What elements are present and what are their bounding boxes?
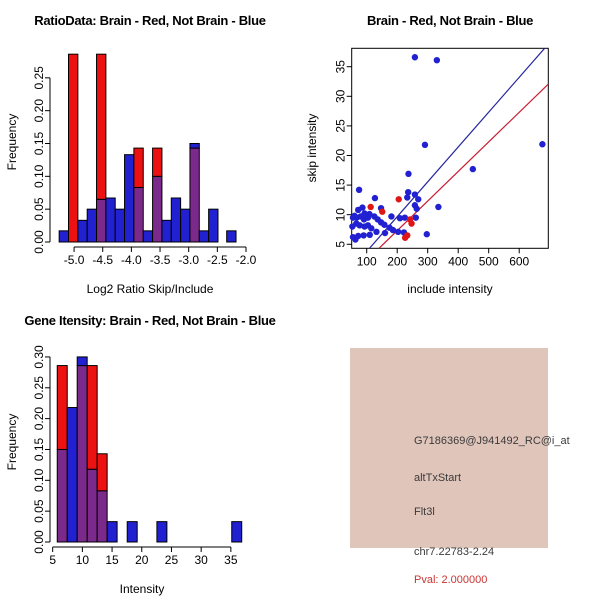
ratio-y-axis-label: Frequency	[5, 113, 19, 171]
x-tick-label: 600	[509, 254, 530, 269]
ratio-histogram-plot	[0, 0, 300, 300]
hist-bar	[97, 199, 106, 242]
hist-bar	[153, 176, 162, 242]
gene-intensity-histogram-plot	[0, 300, 300, 600]
hist-bar	[127, 522, 137, 542]
data-point-not-brain	[405, 171, 411, 177]
hist-bar	[181, 209, 190, 242]
trend-lines	[370, 46, 549, 248]
data-point-not-brain	[352, 236, 358, 242]
x-tick-label: 5	[49, 553, 57, 567]
x-tick-label: 25	[164, 553, 179, 567]
y-tick-label: 0.10	[32, 164, 46, 189]
x-tick-label: -2.5	[207, 253, 228, 267]
y-tick-label: 0.25	[32, 66, 46, 90]
data-point-brain	[408, 220, 414, 226]
x-tick-label: 35	[224, 553, 238, 567]
data-point-not-brain	[404, 194, 410, 200]
hist-bar	[227, 231, 236, 242]
data-point-not-brain	[373, 229, 379, 235]
hist-bar	[232, 522, 242, 542]
data-point-not-brain	[539, 141, 545, 147]
data-point-not-brain	[470, 166, 476, 172]
hist-bar	[209, 209, 218, 242]
x-tick-label: 500	[478, 254, 499, 269]
y-tick-label: 10	[333, 208, 348, 222]
data-point-not-brain	[395, 229, 401, 235]
hist-bar	[115, 209, 124, 242]
scatter-title: Brain - Red, Not Brain - Blue	[366, 13, 534, 28]
intensity-scatter-plot	[300, 0, 600, 300]
ratio-x-axis-label: Log2 Ratio Skip/Include	[86, 282, 214, 296]
y-tick-label: 35	[333, 60, 348, 74]
y-tick-label: 0.25	[32, 376, 46, 400]
hist-bar	[171, 198, 180, 242]
data-point-not-brain	[361, 216, 367, 222]
x-tick-label: -4.0	[121, 253, 142, 267]
hist-bar	[87, 366, 97, 470]
hist-bar	[87, 209, 96, 242]
location-text: chr7.22783-2.24	[414, 546, 495, 558]
data-point-not-brain	[405, 189, 411, 195]
hist-bar	[125, 155, 134, 242]
gene-info-card	[350, 348, 570, 586]
hist-bar	[106, 198, 115, 242]
y-tick-label: 0.00	[32, 530, 46, 554]
data-point-not-brain	[414, 206, 420, 212]
panel-gene-info	[300, 300, 600, 600]
hist-bar	[107, 522, 117, 542]
hist-bar	[134, 148, 143, 187]
hist-bar	[97, 491, 107, 542]
data-point-brain	[367, 204, 373, 210]
data-point-not-brain	[360, 232, 366, 238]
hist-bar	[190, 144, 199, 149]
data-point-not-brain	[422, 142, 428, 148]
y-tick-label: 0.05	[32, 499, 46, 523]
hist-bar	[143, 231, 152, 242]
panel-ratio-histogram	[0, 0, 300, 300]
x-tick-label: 10	[75, 553, 90, 567]
x-tick-label: 200	[387, 254, 408, 269]
hist-bar	[77, 366, 87, 542]
x-tick-label: 300	[417, 254, 438, 269]
trend-line	[370, 46, 547, 248]
data-point-not-brain	[397, 215, 403, 221]
data-point-brain	[402, 235, 408, 241]
x-tick-label: -5.0	[63, 253, 85, 267]
data-point-not-brain	[355, 207, 361, 213]
hist-bar	[134, 187, 143, 242]
event-type-text: altTxStart	[414, 472, 462, 484]
x-tick-label: -2.0	[235, 253, 257, 267]
hist-bar	[69, 54, 78, 242]
y-tick-label: 5	[333, 240, 348, 248]
hist-bar	[78, 220, 87, 242]
hist-bar	[97, 54, 106, 199]
scatter-y-axis-label: skip intensity	[305, 113, 319, 183]
data-point-brain	[379, 209, 385, 215]
hist-bar	[57, 366, 67, 450]
data-point-brain	[396, 196, 402, 202]
x-tick-label: -3.5	[149, 253, 171, 267]
data-point-not-brain	[388, 213, 394, 219]
gene-intensity-title: Gene Itensity: Brain - Red, Not Brain - Blue	[24, 313, 276, 328]
y-tick-label: 25	[333, 119, 348, 133]
x-tick-label: -4.5	[92, 253, 114, 267]
scatter-x-axis-label: include intensity	[407, 282, 493, 296]
data-point-not-brain	[356, 187, 362, 193]
gene-name-text: Flt3l	[414, 506, 435, 518]
data-point-not-brain	[368, 225, 374, 231]
y-tick-label: 15	[333, 178, 348, 192]
pval-text: Pval: 2.000000	[414, 574, 488, 586]
data-point-not-brain	[413, 214, 419, 220]
panel-gene-intensity-histogram	[0, 300, 300, 600]
y-tick-label: 0.05	[32, 197, 46, 221]
ratio-histogram-title: RatioData: Brain - Red, Not Brain - Blue	[34, 13, 266, 28]
data-point-not-brain	[412, 54, 418, 60]
data-point-not-brain	[367, 232, 373, 238]
x-tick-label: 15	[105, 553, 119, 567]
y-tick-label: 20	[333, 148, 348, 163]
y-tick-label: 0.20	[32, 406, 46, 431]
data-point-not-brain	[349, 223, 355, 229]
x-tick-label: 400	[448, 254, 469, 269]
hist-bar	[157, 522, 167, 542]
y-tick-label: 0.00	[32, 230, 46, 254]
hist-bar	[87, 469, 97, 542]
y-tick-label: 0.15	[32, 131, 46, 156]
hist-bar	[162, 220, 171, 242]
x-tick-label: 30	[194, 553, 208, 567]
data-point-not-brain	[382, 230, 388, 236]
hist-bar	[57, 449, 67, 542]
hist-bar	[59, 231, 68, 242]
gene-intensity-x-axis-label: Intensity	[119, 582, 165, 596]
hist-bar	[97, 454, 107, 491]
y-tick-label: 30	[333, 89, 348, 103]
hist-bar	[77, 357, 87, 366]
hist-bar	[199, 231, 208, 242]
gene-intensity-y-axis-label: Frequency	[5, 413, 19, 471]
hist-bar	[67, 408, 77, 542]
data-point-not-brain	[424, 231, 430, 237]
x-tick-label: 20	[135, 553, 149, 567]
panel-intensity-scatter	[300, 0, 600, 300]
data-point-not-brain	[372, 195, 378, 201]
data-point-not-brain	[435, 204, 441, 210]
x-tick-label: 100	[356, 254, 377, 269]
trend-line	[379, 84, 549, 249]
y-tick-label: 0.30	[32, 345, 46, 369]
probe-id-text: G7186369@J941492_RC@i_at	[414, 435, 570, 447]
y-tick-label: 0.10	[32, 468, 46, 492]
hist-bar	[153, 148, 162, 176]
data-point-not-brain	[351, 213, 357, 219]
hist-bar	[190, 148, 199, 242]
data-point-not-brain	[415, 196, 421, 202]
data-point-not-brain	[361, 223, 367, 229]
x-tick-label: -3.0	[178, 253, 200, 267]
data-point-not-brain	[434, 57, 440, 63]
y-tick-label: 0.15	[32, 437, 46, 462]
y-tick-label: 0.20	[32, 98, 46, 123]
